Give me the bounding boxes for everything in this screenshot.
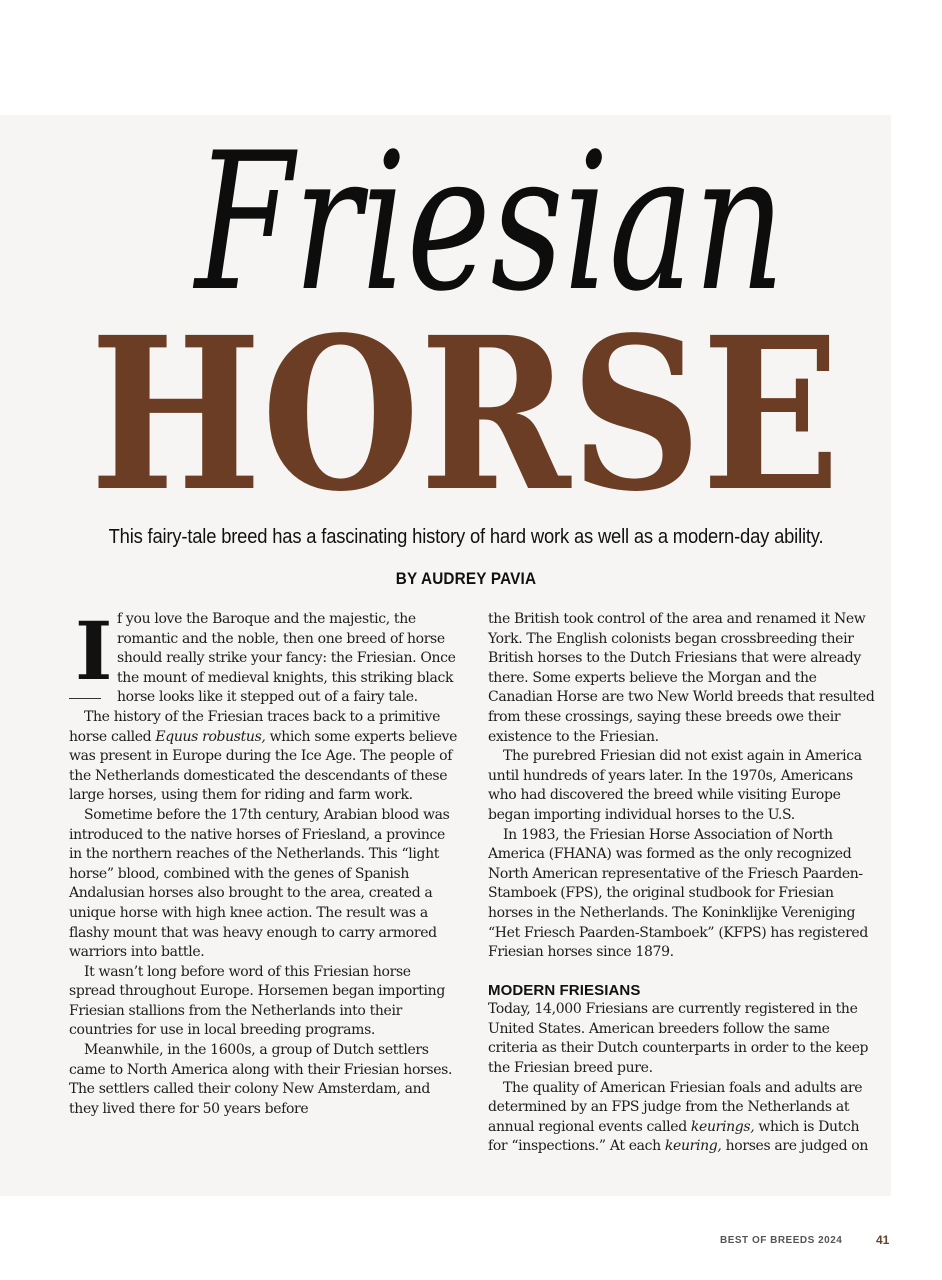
title-script-word [180,112,800,348]
horse-text: HORSE [90,300,840,500]
article-column-right [488,610,876,1157]
section-heading: MODERN FRIESIANS [488,981,641,999]
page-number: 41 [876,1233,890,1247]
paragraph: The history of the Friesian traces back to a primitive horse called Equus robustus, which some experts believe was present in Europe during the Ice Age. The people of the Netherlands domesticated the descendants of these large horses, using them for riding and farm work. [69,708,458,804]
paragraph: Meanwhile, in the 1600s, a group of Dutch settlers came to North America along with their Friesian horses. The settlers called their colony New Amsterdam, and they lived there for 50 years before [69,1042,453,1117]
paragraph: Sometime before the 17th century, Arabian blood was introduced to the native horses of Friesland, a province in the northern reaches of the Netherlands. This “light horse” blood, combined with the genes of Spanish Andalusian horses also brought to the area, created a unique horse with high knee action. The result was a flashy mount that was heavy enough to carry armored warriors into battle. [69,806,450,961]
paragraph: The quality of American Friesian foals and adults are determined by an FPS judge from the Netherlands at annual regional events called keurings, which is Dutch for “inspections.” At each keuring, horses are judged on [488,1079,869,1155]
paragraph: In 1983, the Friesian Horse Association of North America (FHANA) was formed as the only recognized North American representative of the Friesch Paarden-Stamboek (FPS), the original studbook for Friesian horses in the Netherlands. The Koninklijke Vereniging “Het Friesch Paarden-Stamboek” (KFPS) has registered Friesian horses since 1879. [488,826,868,961]
article-column-left [69,604,461,1119]
script-text: Friesian [192,112,785,333]
drop-cap: I [69,614,109,698]
paragraph: the British took control of the area and renamed it New York. The English colonists began crossbreeding their British horses to the Dutch Friesians that were already there. Some experts believe the Morgan and the Canadian Horse are two New World breeds that resulted from these crossings, saying these breeds owe their existence to the Friesian. [488,611,875,745]
paragraph-intro: I f you love the Baroque and the majestic, the romantic and the noble, then one breed of horse should really strike your fancy: the Friesian. Once the mount of medieval knights, this striking black horse looks like it stepped out of a fairy tale. [69,610,461,708]
article-byline: BY AUDREY PAVIA [395,569,537,588]
paragraph: The purebred Friesian did not exist again in America until hundreds of years later. In the 1970s, Americans who had discovered the breed while visiting Europe began importing individual horses to the U.S. [488,748,862,823]
paragraph: Today, 14,000 Friesians are currently registered in the United States. American breeders follow the same criteria as their Dutch counterparts in order to the keep the Friesian breed pure. [488,1001,869,1077]
drop-cap-rule [69,698,101,699]
article-subtitle: This fairy-tale breed has a fascinating history of hard work as well as a modern-day ability. [108,526,824,548]
footer-publication: BEST OF BREEDS 2024 [720,1235,843,1246]
paragraph: It wasn’t long before word of this Friesian horse spread throughout Europe. Horsemen began importing Friesian stallions from the Netherlands into their countries for use in local breeding programs. [69,963,445,1039]
